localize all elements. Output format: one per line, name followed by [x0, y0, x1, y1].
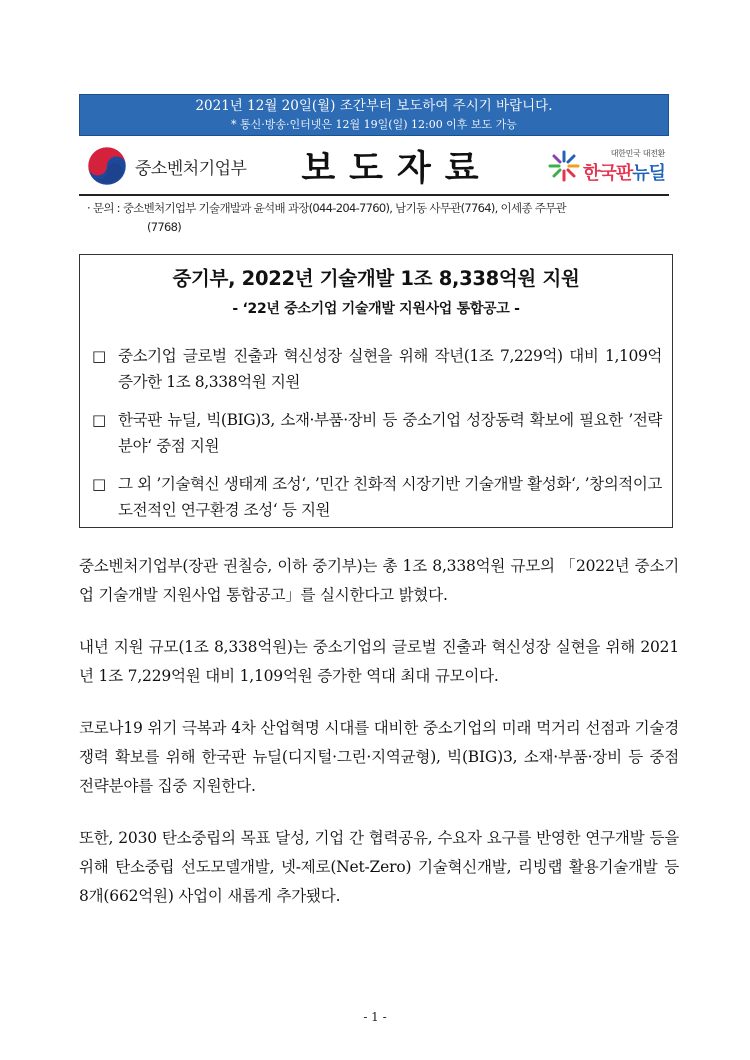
headline: 중기부, 2022년 기술개발 1조 8,338억원 지원 [172, 267, 580, 290]
korean-new-deal-logo [515, 148, 665, 185]
body-paragraph: 중소벤처기업부(장관 권칠승, 이하 중기부)는 총 1조 8,338억원 규모의 「2022년 중소기업 기술개발 지원사업 통합공고」를 실시한다고 밝혔다. [79, 557, 679, 604]
embargo-line-2: * 통신·방송·인터넷은 12월 19일(일) 12:00 이후 보도 가능 [231, 118, 517, 131]
press-header [79, 140, 669, 192]
summary-points [92, 343, 662, 535]
checkbox-bullet-icon: □ [92, 475, 106, 493]
header-divider [79, 194, 669, 196]
summary-box [79, 254, 673, 528]
page-number: - 1 - [363, 1010, 387, 1024]
summary-point: □ 한국판 뉴딜, 빅(BIG)3, 소재·부품·장비 등 중소기업 성장동력 확보에 필요한 ’전략분야‘ 중점 지원 [92, 407, 662, 459]
contact-line-1: · 문의 : 중소벤처기업부 기술개발과 윤석배 과장(044-204-7760), 남기동 사무관(7764), 이세종 주무관 [87, 201, 566, 215]
summary-point: □ 그 외 ’기술혁신 생태계 조성‘, ’민간 친화적 시장기반 기술개발 활성화‘, ’창의적이고 도전적인 연구환경 조성‘ 등 지원 [92, 471, 662, 523]
contact-info [79, 199, 679, 237]
ministry-name: 중소벤처기업부 [135, 158, 247, 179]
body-paragraph: 내년 지원 규모(1조 8,338억원)는 중소기업의 글로벌 진출과 혁신성장 실현을 위해 2021년 1조 7,229억원 대비 1,109억원 증가한 역대 최대 규모이다. [79, 638, 679, 685]
body-paragraph: 코로나19 위기 극복과 4차 산업혁명 시대를 대비한 중소기업의 미래 먹거리 선점과 기술경쟁력 확보를 위해 한국판 뉴딜(디지털·그린·지역균형), 빅(BIG)3, 소재·부품·장비 등 중점 전략분야를 집중 지원한다. [79, 719, 679, 795]
press-release-title: 보도자료 [301, 148, 493, 189]
embargo-line-1: 2021년 12월 20일(월) 조간부터 보도하여 주시기 바랍니다. [195, 98, 553, 114]
embargo-notice [79, 94, 669, 136]
new-deal-tagline: 대한민국 대전환 [610, 148, 665, 158]
checkbox-bullet-icon: □ [92, 347, 106, 365]
contact-line-2: (7768) [147, 220, 182, 234]
checkbox-bullet-icon: □ [92, 411, 106, 429]
ministry-logo [79, 146, 269, 186]
new-deal-mark-icon [547, 149, 581, 183]
article-body [79, 552, 679, 934]
subheadline: - ‘22년 중소기업 기술개발 지원사업 통합공고 - [232, 301, 520, 317]
body-paragraph: 또한, 2030 탄소중립의 목표 달성, 기업 간 협력공유, 수요자 요구를 반영한 연구개발 등을 위해 탄소중립 선도모델개발, 넷-제로(Net-Zero) 기술혁신개발, 리빙랩 활용기술개발 등 8개(662억원) 사업이 새롭게 추가됐다. [79, 829, 679, 905]
taegeuk-emblem-icon [87, 146, 127, 186]
summary-point: □ 중소기업 글로벌 진출과 혁신성장 실현을 위해 작년(1조 7,229억) 대비 1,109억 증가한 1조 8,338억원 지원 [92, 343, 662, 395]
new-deal-wordmark: 한국판뉴딜 [583, 162, 665, 184]
